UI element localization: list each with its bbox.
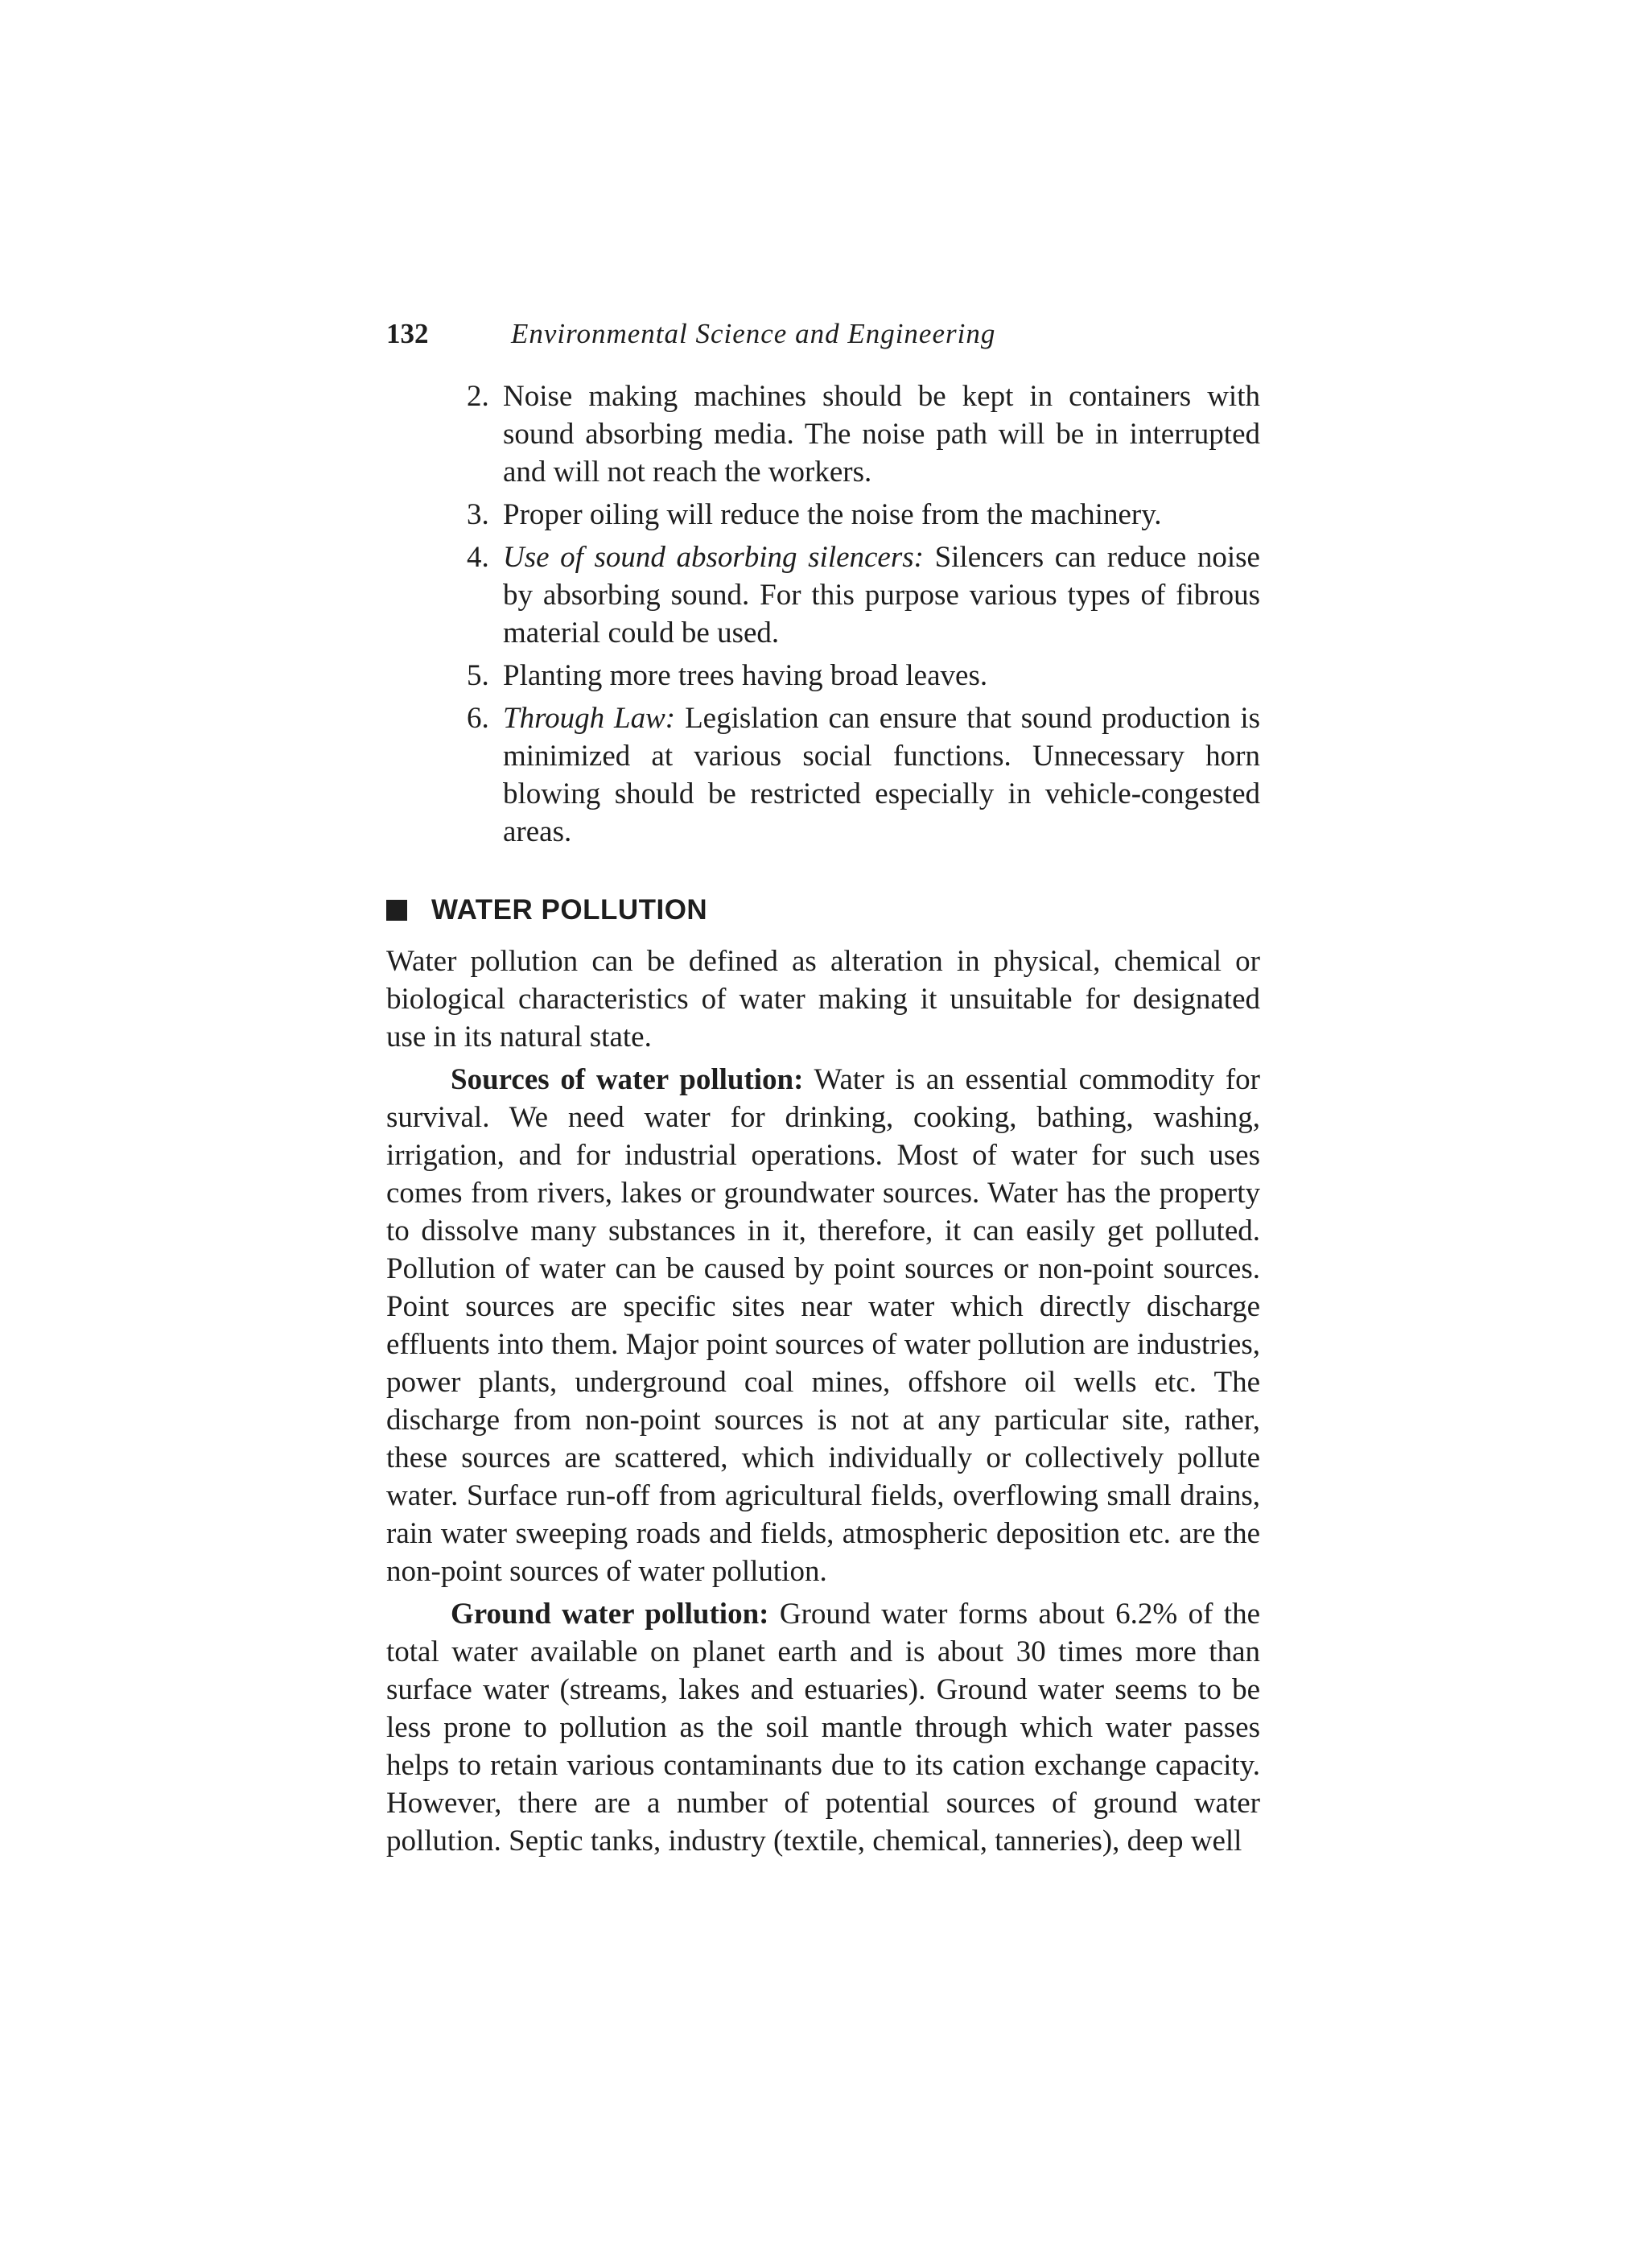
- running-head: [386, 318, 1260, 358]
- list-item-text: Noise making machines should be kept in containers with sound absorbing media. The noise path will be in interrupted and will not reach the workers.: [503, 380, 1260, 489]
- square-bullet-icon: [386, 900, 407, 921]
- list-item: [467, 657, 1260, 695]
- book-title: Environmental Science and Engineering: [511, 318, 996, 349]
- run-in-heading: Sources of water pollution:: [451, 1063, 804, 1096]
- list-item: [467, 699, 1260, 851]
- list-item-text: Silencers can reduce noise by absorbing sound. For this purpose various types of fibrous material could be used.: [503, 541, 1260, 649]
- list-item-title: Use of sound absorbing silencers:: [503, 541, 924, 574]
- list-item-number: 3.: [467, 498, 489, 531]
- list-item: [467, 377, 1260, 491]
- list-item: [467, 496, 1260, 534]
- list-item-number: 6.: [467, 702, 489, 735]
- list-item-text: Proper oiling will reduce the noise from the machinery.: [503, 498, 1162, 531]
- paragraph-text: Water is an essential commodity for survival. We need water for drinking, cooking, bathing, washing, irrigation, and for industrial operations. Most of water for such uses comes from rivers, lakes or groundwater sources. Water has the property to dissolve many substances in it, therefore, it can easily get polluted. Pollution of water can be caused by point sources or non-point sources. Point sources are specific sites near water which directly discharge effluents into them. Major point sources of water pollution are industries, power plants, underground coal mines, offshore oil wells etc. The discharge from non-point sources is not at any particular site, rather, these sources are scattered, which individually or collectively pollute water. Surface run-off from agricultural fields, overflowing small drains, rain water sweeping roads and fields, atmospheric deposition etc. are the non-point sources of water pollution.: [386, 1063, 1260, 1588]
- list-item-number: 4.: [467, 541, 489, 574]
- list-item-number: 2.: [467, 380, 489, 413]
- list-item-text: Planting more trees having broad leaves.: [503, 659, 988, 692]
- paragraph-text: Ground water forms about 6.2% of the total water available on planet earth and is about 30 times more than surface water (streams, lakes and estuaries). Ground water seems to be less prone to pollution as the soil mantle through which water passes helps to retain various contaminants due to its cation exchange capacity. However, there are a number of potential sources of ground water pollution. Septic tanks, industry (textile, chemical, tanneries), deep well: [386, 1598, 1261, 1858]
- page-number: 132: [386, 318, 429, 349]
- run-in-heading: Ground water pollution:: [451, 1598, 769, 1631]
- list-item-number: 5.: [467, 659, 489, 692]
- list-item: [467, 538, 1260, 652]
- book-page: [386, 318, 1260, 1865]
- ground-water-paragraph: [386, 1595, 1260, 1860]
- section-heading-text: WATER POLLUTION: [431, 894, 708, 926]
- noise-control-list: [386, 377, 1260, 851]
- list-item-title: Through Law:: [503, 702, 676, 735]
- list-item-text: Legislation can ensure that sound production is minimized at various social functions. Unnecessary horn blowing should be restricted especially in vehicle-congested areas.: [503, 702, 1260, 848]
- intro-paragraph: Water pollution can be defined as alteration in physical, chemical or biological characteristics of water making it unsuitable for designated use in its natural state.: [386, 945, 1260, 1054]
- sources-paragraph: [386, 1061, 1260, 1590]
- section-heading: [386, 889, 1260, 931]
